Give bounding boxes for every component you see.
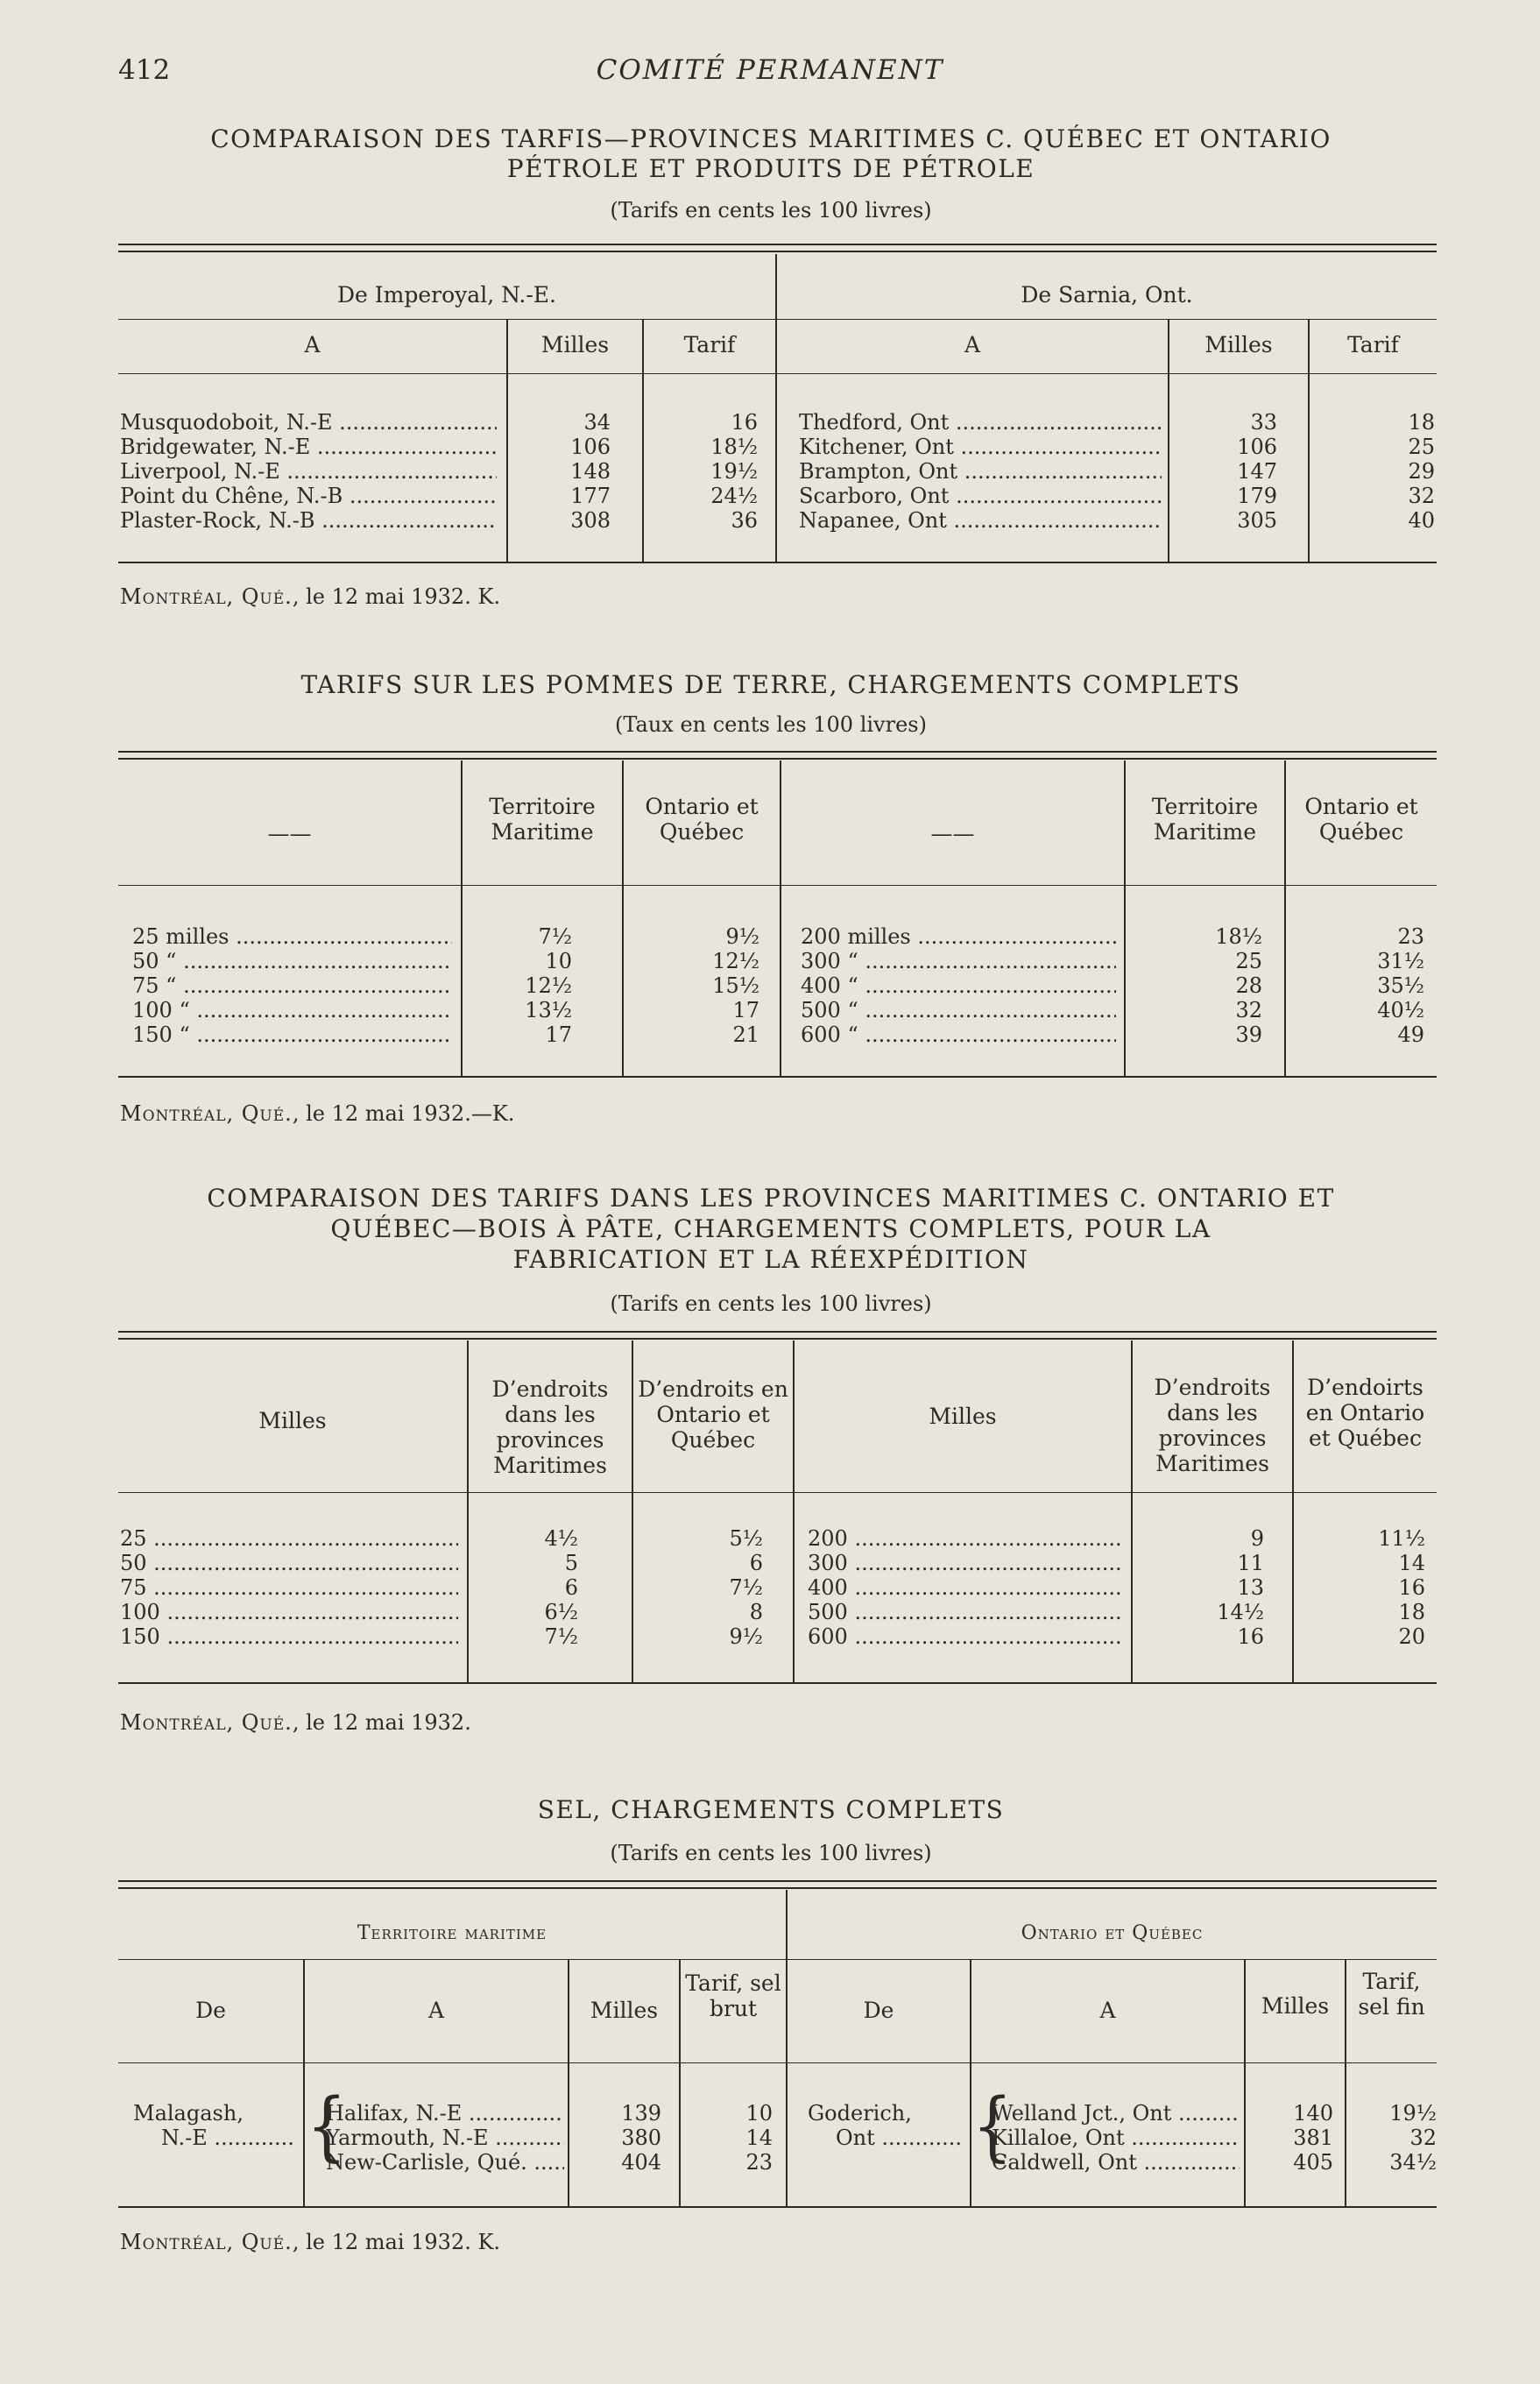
t4-col-de-right: De <box>863 1998 894 2023</box>
table-cell: 5 <box>564 1551 578 1575</box>
t4-bottom-rule <box>118 2206 1437 2208</box>
t2-header-rule <box>118 885 1437 886</box>
t3-title-line3: FABRICATION ET LA RÉEXPÉDITION <box>512 1245 1029 1274</box>
table-row-label: 500 “ ..... <box>801 998 1116 1022</box>
brace-glyph: { <box>972 2081 1013 2170</box>
table-cell: 33 <box>1250 410 1277 435</box>
t4-origin-right-line1: Goderich, <box>808 2101 912 2126</box>
table-cell: 305 <box>1237 508 1277 533</box>
table-cell: 13 <box>1237 1575 1264 1600</box>
t1-col-tarif-left: Tarif <box>683 332 736 357</box>
table-row-label: 50 “ ..... <box>132 949 452 973</box>
t4-col-tarif-fin: Tarif, sel fin <box>1358 1969 1425 2020</box>
table-cell: 39 <box>1235 1022 1262 1047</box>
table-cell: 13½ <box>525 998 572 1022</box>
table-row-label: New-Carlisle, Qué. ..... <box>326 2150 564 2175</box>
table-row-label: Caldwell, Ont ..... <box>992 2150 1240 2175</box>
table-cell: 34½ <box>1389 2150 1437 2175</box>
table-row-label: Plaster-Rock, N.-B ..... <box>120 508 497 533</box>
table-cell: 9½ <box>725 924 759 949</box>
table-row-label: Bridgewater, N.-E ..... <box>120 435 497 459</box>
table-row-label: Napanee, Ont ..... <box>799 508 1162 533</box>
table-cell: 18½ <box>710 435 758 459</box>
table-cell: 381 <box>1293 2126 1333 2150</box>
table-cell: 24½ <box>710 484 758 508</box>
table-cell: 29 <box>1408 459 1435 484</box>
t3-col-ontario-left: D’endroits en Ontario et Québec <box>638 1376 788 1453</box>
t3-col-maritime-right: D’endroits dans les provinces Maritimes <box>1154 1375 1271 1476</box>
table-cell: 31½ <box>1377 949 1424 973</box>
t1-col-a-left: A <box>304 332 321 357</box>
table-cell: 18 <box>1408 410 1435 435</box>
table-cell: 11 <box>1237 1551 1264 1575</box>
t2-subtitle: (Taux en cents les 100 livres) <box>615 712 927 737</box>
table-cell: 5½ <box>729 1526 763 1551</box>
table-cell: 17 <box>545 1022 572 1047</box>
table-row-label: 300 “ ..... <box>801 949 1116 973</box>
table-cell: 14 <box>745 2126 773 2150</box>
table-row-label: 200 milles ..... <box>801 924 1116 949</box>
t3-col-maritime-left: D’endroits dans les provinces Maritimes <box>491 1376 609 1478</box>
table-cell: 36 <box>731 508 758 533</box>
t4-origin-left-line2: N.-E ..... <box>161 2126 293 2150</box>
t2-bottom-rule <box>118 1076 1437 1078</box>
table-row-label: Welland Jct., Ont ..... <box>992 2101 1240 2126</box>
t4-col-de-left: De <box>195 1998 226 2023</box>
table-cell: 40 <box>1408 508 1435 533</box>
table-row-label: 25 milles ..... <box>132 924 452 949</box>
table-cell: 21 <box>732 1022 759 1047</box>
t2-col-maritime-right: Territoire Maritime <box>1151 794 1259 845</box>
t2-title: TARIFS SUR LES POMMES DE TERRE, CHARGEMENTS COMPLETS <box>300 670 1241 699</box>
t1-title-line1: COMPARAISON DES TARFIS—PROVINCES MARITIMES C. QUÉBEC ET ONTARIO <box>210 124 1332 153</box>
table-cell: 7½ <box>729 1575 763 1600</box>
table-cell: 25 <box>1408 435 1435 459</box>
table-cell: 16 <box>1398 1575 1425 1600</box>
table-row-label: 100 “ ..... <box>132 998 452 1022</box>
table-cell: 18½ <box>1215 924 1262 949</box>
t3-title-line2: QUÉBEC—BOIS À PÂTE, CHARGEMENTS COMPLETS, POUR LA <box>330 1214 1212 1243</box>
table-row-label: Yarmouth, N.-E ..... <box>326 2126 564 2150</box>
t4-col-a-left: A <box>427 1998 445 2023</box>
table-row-label: Scarboro, Ont ..... <box>799 484 1162 508</box>
t2-col-ontario-right: Ontario et Québec <box>1304 794 1418 845</box>
table-row-label: Musquodoboit, N.-E ..... <box>120 410 497 435</box>
table-cell: 14 <box>1398 1551 1425 1575</box>
t1-col-milles-right: Milles <box>1204 332 1273 357</box>
t4-origin-left-line1: Malagash, <box>133 2101 244 2126</box>
t3-bottom-rule <box>118 1682 1437 1684</box>
table-cell: 16 <box>731 410 758 435</box>
running-title: COMITÉ PERMANENT <box>596 54 944 86</box>
t3-top-rule2 <box>118 1338 1437 1340</box>
table-row-label: 400 ..... <box>808 1575 1123 1600</box>
table-cell: 405 <box>1293 2150 1333 2175</box>
signature-place: Montréal, Qué. <box>120 584 293 609</box>
table-row-label: Liverpool, N.-E ..... <box>120 459 497 484</box>
table-row-label: Thedford, Ont ..... <box>799 410 1162 435</box>
t4-group-left: Territoire maritime <box>357 1922 547 1944</box>
table-row-label: 75 ..... <box>120 1575 458 1600</box>
t4-col-milles-right: Milles <box>1261 1993 1330 2019</box>
table-cell: 4½ <box>544 1526 578 1551</box>
t1-group-right: De Sarnia, Ont. <box>1021 282 1193 308</box>
table-cell: 14½ <box>1217 1600 1264 1624</box>
table-row-label: 600 ..... <box>808 1624 1123 1649</box>
table-cell: 32 <box>1408 484 1435 508</box>
t4-origin-right-line2: Ont ..... <box>836 2126 963 2150</box>
t4-top-rule2 <box>118 1887 1437 1889</box>
t3-signature <box>120 1710 471 1735</box>
t2-dash-left: —— <box>267 821 312 846</box>
t4-group-right: Ontario et Québec <box>1021 1922 1204 1944</box>
table-cell: 28 <box>1235 973 1262 998</box>
page-number: 412 <box>118 54 171 86</box>
table-row-label: 25 ..... <box>120 1526 458 1551</box>
t4-col-milles-left: Milles <box>590 1998 659 2023</box>
t1-group-left: De Imperoyal, N.-E. <box>337 282 556 308</box>
table-cell: 18 <box>1398 1600 1425 1624</box>
t1-header-rule <box>118 373 1437 374</box>
table-cell: 20 <box>1398 1624 1425 1649</box>
signature-place: Montréal, Qué. <box>120 1710 293 1735</box>
table-cell: 25 <box>1235 949 1262 973</box>
table-row-label: Kitchener, Ont ..... <box>799 435 1162 459</box>
table-cell: 139 <box>621 2101 661 2126</box>
table-row-label: Killaloe, Ont ..... <box>992 2126 1240 2150</box>
table-row-label: Halifax, N.-E ..... <box>326 2101 564 2126</box>
t3-title-line1: COMPARAISON DES TARIFS DANS LES PROVINCES MARITIMES C. ONTARIO ET <box>207 1184 1335 1213</box>
table-cell: 148 <box>570 459 611 484</box>
table-row-label: 200 ..... <box>808 1526 1123 1551</box>
table-row-label: 150 “ ..... <box>132 1022 452 1047</box>
table-cell: 32 <box>1235 998 1262 1022</box>
table-cell: 179 <box>1237 484 1277 508</box>
t2-dash-right: —— <box>930 821 975 846</box>
table-cell: 17 <box>732 998 759 1022</box>
table-cell: 140 <box>1293 2101 1333 2126</box>
table-cell: 7½ <box>544 1624 578 1649</box>
signature-date: , le 12 mai 1932. K. <box>292 584 501 609</box>
t3-col-milles-right: Milles <box>929 1404 997 1429</box>
table-row-label: 75 “ ..... <box>132 973 452 998</box>
t4-subtitle: (Tarifs en cents les 100 livres) <box>610 1841 932 1865</box>
t1-subtitle: (Tarifs en cents les 100 livres) <box>610 198 932 223</box>
t1-col-tarif-right: Tarif <box>1347 332 1399 357</box>
t4-signature <box>120 2230 500 2254</box>
t4-title: SEL, CHARGEMENTS COMPLETS <box>537 1795 1005 1824</box>
t3-top-rule <box>118 1331 1437 1333</box>
table-row-label: 400 “ ..... <box>801 973 1116 998</box>
table-cell: 12½ <box>712 949 759 973</box>
table-cell: 9½ <box>729 1624 763 1649</box>
table-row-label: Brampton, Ont ..... <box>799 459 1162 484</box>
t2-signature <box>120 1101 514 1126</box>
t3-header-rule <box>118 1492 1437 1493</box>
table-cell: 10 <box>545 949 572 973</box>
table-cell: 8 <box>749 1600 763 1624</box>
brace-glyph: { <box>307 2081 347 2170</box>
table-cell: 32 <box>1409 2126 1437 2150</box>
t1-col-a-right: A <box>964 332 981 357</box>
table-row-label: 150 ..... <box>120 1624 458 1649</box>
table-cell: 15½ <box>712 973 759 998</box>
table-cell: 106 <box>1237 435 1277 459</box>
t2-center-divider <box>780 760 781 1076</box>
table-row-label: 300 ..... <box>808 1551 1123 1575</box>
table-cell: 6 <box>749 1551 763 1575</box>
table-cell: 7½ <box>538 924 572 949</box>
signature-date: , le 12 mai 1932. <box>292 1710 471 1735</box>
t1-top-rule <box>118 244 1437 245</box>
t3-col-ontario-right: D’endoirts en Ontario et Québec <box>1305 1375 1425 1451</box>
t2-col-maritime-left: Territoire Maritime <box>489 794 596 845</box>
table-cell: 11½ <box>1378 1526 1425 1551</box>
table-cell: 9 <box>1250 1526 1264 1551</box>
table-cell: 6 <box>564 1575 578 1600</box>
table-cell: 12½ <box>525 973 572 998</box>
table-cell: 40½ <box>1377 998 1424 1022</box>
table-cell: 404 <box>621 2150 661 2175</box>
t1-col-milles-left: Milles <box>540 332 610 357</box>
t2-top-rule2 <box>118 758 1437 760</box>
table-cell: 16 <box>1237 1624 1264 1649</box>
table-cell: 34 <box>583 410 611 435</box>
signature-date: , le 12 mai 1932.—K. <box>292 1101 515 1126</box>
t4-top-rule <box>118 1880 1437 1882</box>
table-row-label: 100 ..... <box>120 1600 458 1624</box>
t1-signature <box>120 584 500 609</box>
table-row-label: 500 ..... <box>808 1600 1123 1624</box>
signature-place: Montréal, Qué. <box>120 1101 293 1126</box>
t3-center-divider <box>793 1341 795 1682</box>
signature-date: , le 12 mai 1932. K. <box>292 2230 501 2254</box>
table-row-label: 600 “ ..... <box>801 1022 1116 1047</box>
t1-top-rule2 <box>118 251 1437 252</box>
t3-subtitle: (Tarifs en cents les 100 livres) <box>610 1291 932 1316</box>
table-cell: 380 <box>621 2126 661 2150</box>
t4-col-tarif-brut: Tarif, sel brut <box>685 1970 781 2021</box>
t4-header-rule <box>118 2062 1437 2063</box>
signature-place: Montréal, Qué. <box>120 2230 293 2254</box>
table-cell: 106 <box>570 435 611 459</box>
t3-col-milles-left: Milles <box>258 1408 327 1433</box>
table-row-label: Point du Chêne, N.-B ..... <box>120 484 497 508</box>
table-cell: 23 <box>1397 924 1424 949</box>
table-row-label: 50 ..... <box>120 1551 458 1575</box>
table-cell: 35½ <box>1377 973 1424 998</box>
table-cell: 6½ <box>544 1600 578 1624</box>
table-cell: 10 <box>745 2101 773 2126</box>
t1-title-line2: PÉTROLE ET PRODUITS DE PÉTROLE <box>506 154 1035 183</box>
table-cell: 177 <box>570 484 611 508</box>
t2-top-rule <box>118 751 1437 753</box>
table-cell: 49 <box>1397 1022 1424 1047</box>
t1-bottom-rule <box>118 562 1437 563</box>
table-cell: 19½ <box>710 459 758 484</box>
t1-group-rule <box>118 319 1437 320</box>
t4-group-rule <box>118 1959 1437 1960</box>
table-cell: 308 <box>570 508 611 533</box>
table-cell: 147 <box>1237 459 1277 484</box>
table-cell: 23 <box>745 2150 773 2175</box>
t4-col-a-right: A <box>1099 1998 1116 2023</box>
table-cell: 19½ <box>1389 2101 1437 2126</box>
t2-col-ontario-left: Ontario et Québec <box>645 794 759 845</box>
